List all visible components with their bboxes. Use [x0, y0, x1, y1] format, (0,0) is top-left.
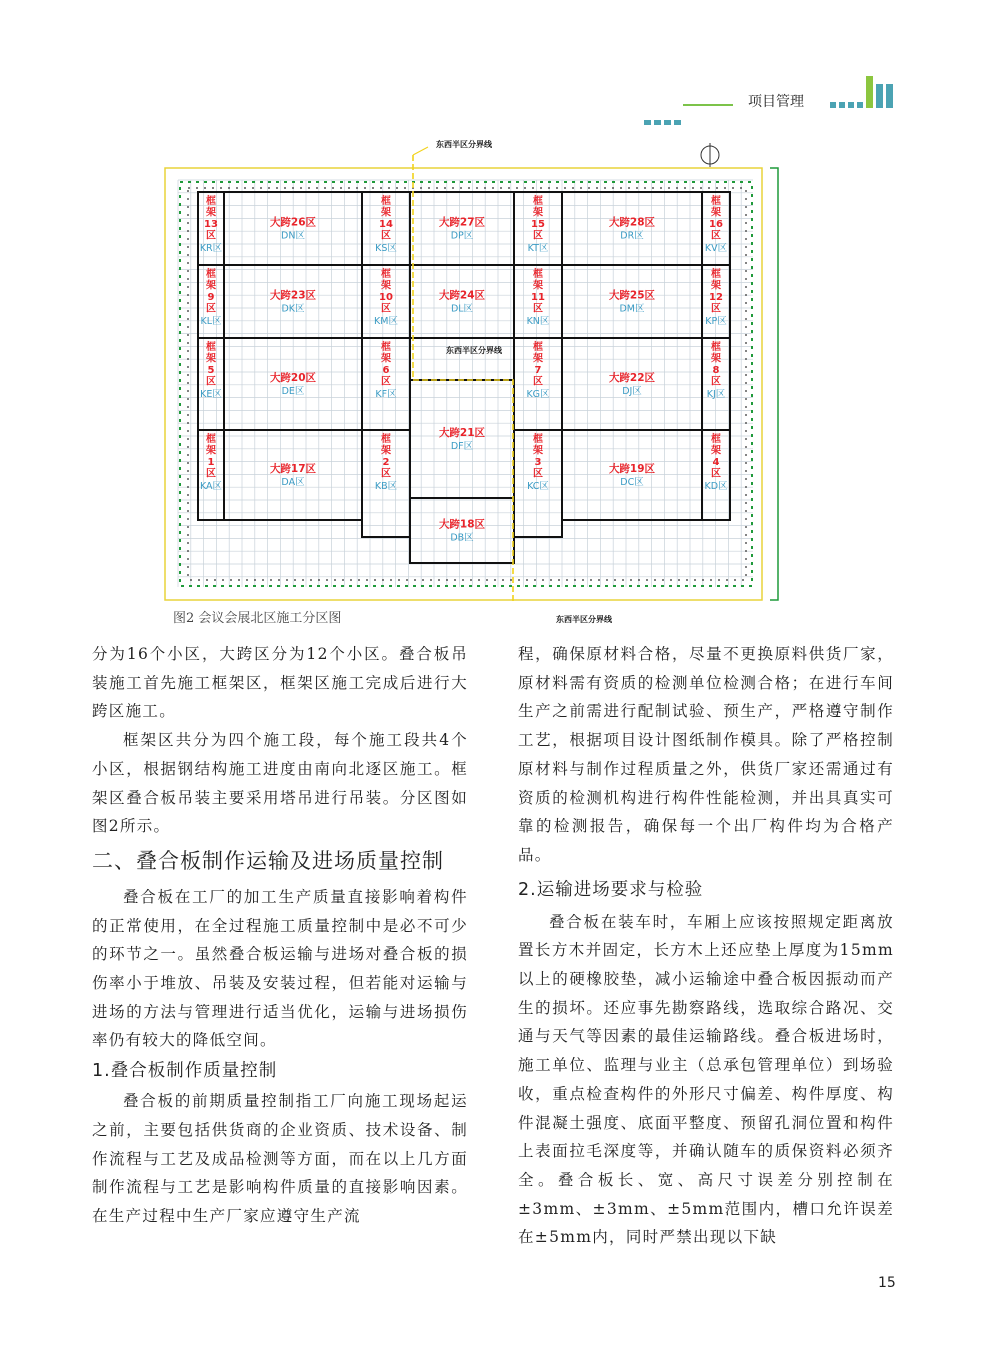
- zone-code: KS区: [375, 243, 397, 254]
- zone-name: 框: [711, 434, 721, 445]
- section-heading: 二、叠合板制作运输及进场质量控制: [92, 848, 444, 873]
- zone-name: 框: [381, 269, 391, 280]
- figure-caption: 图2 会议会展北区施工分区图: [173, 611, 342, 626]
- zone-name: 框: [533, 269, 543, 280]
- zone-name: 架: [381, 280, 391, 292]
- zone-code: DC区: [620, 477, 644, 488]
- zone-code: DF区: [450, 441, 474, 452]
- page-header: [0, 0, 992, 130]
- left-column: [92, 640, 468, 1231]
- header-bars-icon: [830, 72, 900, 110]
- zone-code: KR区: [199, 243, 223, 254]
- zone-code: KF区: [375, 389, 397, 400]
- zone-name: 4: [712, 457, 720, 468]
- section-title: 项目管理: [748, 94, 804, 110]
- page-number: 15: [878, 1275, 896, 1291]
- zone-name: 大跨22区: [608, 372, 656, 384]
- zone-name: 大跨25区: [608, 289, 656, 302]
- zone-name: 10: [379, 292, 393, 303]
- subsection-heading: 2.运输进场要求与检验: [518, 879, 704, 900]
- zone-name: 12: [709, 292, 723, 303]
- zone-box: [562, 430, 702, 520]
- divider-label: 东西半区分界线: [556, 614, 612, 624]
- zone-code: DN区: [281, 230, 305, 242]
- zone-name: 框: [711, 269, 721, 280]
- zone-code: DK区: [281, 303, 305, 315]
- zone-name: 11: [531, 292, 545, 303]
- zone-name: 框: [381, 196, 391, 207]
- zone-code: KP区: [705, 316, 727, 327]
- zone-name: 8: [712, 365, 720, 376]
- zone-code: KE区: [200, 389, 222, 400]
- zone-name: 架: [206, 353, 216, 365]
- zone-code: DJ区: [622, 386, 642, 397]
- zone-name: 架: [381, 353, 391, 365]
- zoning-plan: [158, 135, 798, 630]
- zone-name: 2: [382, 457, 390, 468]
- section-bracket: [770, 168, 778, 600]
- paragraph: 程，确保原材料合格，尽量不更换原料供货厂家，原材料需有资质的检测单位检测合格；在进行车间生产之前需进行配制试验、预生产，严格遵守制作工艺，根据项目设计图纸制作模具。除了严格控制原材料与制作过程质量之外，供货厂家还需通过有资质的检测机构进行构件性能检测，并出具真实可靠的检测报告，确保每一个出厂构件均为合格产品。: [518, 645, 894, 864]
- zone-name: 架: [711, 280, 721, 292]
- zone-name: 框: [206, 342, 216, 353]
- zone-code: DE区: [281, 386, 305, 397]
- zone-name: 框: [711, 196, 721, 207]
- zone-name: 架: [533, 445, 543, 457]
- zone-name: 7: [534, 365, 542, 376]
- zone-name: 区: [206, 230, 216, 242]
- zone-name: 5: [207, 365, 215, 376]
- zone-name: 大跨18区: [438, 518, 486, 531]
- zone-name: 框: [206, 269, 216, 280]
- zone-name: 框: [533, 342, 543, 353]
- zone-name: 架: [533, 280, 543, 292]
- zone-name: 架: [711, 445, 721, 457]
- paragraph: 叠合板在装车时，车厢上应该按照规定距离放置长方木并固定，长方木上还应垫上厚度为15mm以上的硬橡胶垫，减小运输途中叠合板因振动而产生的损坏。还应事先勘察路线，选取综合路况、交通与天气等因素的最佳运输路线。叠合板进场时，施工单位、监理与业主（总承包管理单位）到场验收，重点检查构件的外形尺寸偏差、构件厚度、构件混凝土强度、底面平整度、预留孔洞位置和构件上表面拉毛深度等，并确认随车的质保资料必须齐全。叠合板长、宽、高尺寸误差分别控制在±3mm、±3mm、±5mm范围内，槽口允许误差在±5mm内，同时严禁出现以下缺: [518, 912, 894, 1247]
- zone-name: 区: [711, 303, 721, 315]
- zone-code: DA区: [281, 477, 305, 488]
- zone-box: [562, 192, 702, 265]
- zone-name: 区: [381, 230, 391, 242]
- zone-name: 大跨26区: [269, 216, 317, 229]
- zone-name: 大跨28区: [608, 216, 656, 229]
- zone-name: 3: [534, 457, 542, 468]
- zone-code: KT区: [527, 243, 549, 254]
- zone-code: KG区: [526, 389, 550, 400]
- header-dots: [644, 110, 684, 129]
- zone-code: KD区: [704, 481, 728, 492]
- zone-name: 区: [711, 376, 721, 388]
- paragraph: 框架区共分为四个施工段，每个施工段共4个小区，根据钢结构施工进度由南向北逐区施工。框架区叠合板吊装主要采用塔吊进行吊装。分区图如图2所示。: [92, 731, 468, 836]
- zone-name: 大跨20区: [269, 372, 317, 384]
- zone-name: 架: [381, 207, 391, 219]
- zone-name: 架: [711, 353, 721, 365]
- zoning-figure: [158, 135, 798, 630]
- zone-name: 9: [207, 292, 215, 303]
- zone-name: 架: [533, 353, 543, 365]
- zone-code: KN区: [526, 316, 550, 327]
- zone-name: 框: [533, 434, 543, 445]
- zone-code: KL区: [200, 316, 222, 327]
- zone-name: 架: [206, 445, 216, 457]
- zone-name: 大跨21区: [438, 427, 486, 439]
- zone-name: 区: [206, 303, 216, 315]
- zone-name: 框: [711, 342, 721, 353]
- zone-code: DM区: [619, 303, 645, 315]
- zone-name: 区: [533, 468, 543, 480]
- zone-name: 架: [533, 207, 543, 219]
- zone-code: KM区: [374, 316, 398, 327]
- zone-name: 15: [531, 219, 545, 230]
- zone-name: 架: [206, 280, 216, 292]
- zone-name: 框: [381, 342, 391, 353]
- zone-name: 16: [709, 219, 723, 230]
- zone-name: 区: [206, 468, 216, 480]
- zone-name: 14: [379, 219, 393, 230]
- zone-box: [562, 338, 702, 430]
- zone-box: [562, 265, 702, 338]
- zone-name: 区: [711, 468, 721, 480]
- subsection-heading: 1.叠合板制作质量控制: [92, 1061, 278, 1082]
- zone-name: 区: [206, 376, 216, 388]
- zone-name: 区: [533, 230, 543, 242]
- zone-name: 大跨27区: [438, 216, 486, 229]
- zone-name: 区: [533, 376, 543, 388]
- zone-name: 框: [533, 196, 543, 207]
- zone-name: 大跨23区: [269, 289, 317, 302]
- zone-code: KB区: [374, 481, 398, 492]
- zone-name: 1: [207, 457, 215, 468]
- paragraph: 叠合板的前期质量控制指工厂向施工现场起运之前，主要包括供货商的企业资质、技术设备、制作流程与工艺及成品检测等方面，而在以上几方面制作流程与工艺是影响构件质量的直接影响因素。在生产过程中生产厂家应遵守生产流: [92, 1092, 468, 1225]
- zone-name: 大跨17区: [269, 463, 317, 475]
- divider-label: 东西半区分界线: [436, 139, 492, 149]
- zone-code: DB区: [450, 532, 474, 544]
- zone-name: 框: [381, 434, 391, 445]
- zone-name: 框: [206, 196, 216, 207]
- zone-code: DP区: [450, 230, 474, 242]
- zone-code: KV区: [704, 243, 728, 254]
- header-rule: [683, 104, 733, 106]
- zone-code: KC区: [527, 481, 549, 492]
- zone-code: DL区: [450, 303, 474, 315]
- zone-box: [410, 265, 514, 338]
- zone-name: 架: [381, 445, 391, 457]
- zone-code: KJ区: [706, 389, 726, 400]
- zone-name: 区: [381, 376, 391, 388]
- zone-name: 6: [382, 365, 390, 376]
- paragraph: 叠合板在工厂的加工生产质量直接影响着构件的正常使用，在全过程施工质量控制中是必不可少的环节之一。虽然叠合板运输与进场对叠合板的损伤率小于堆放、吊装及安装过程，但若能对运输与进场的方法与管理进行适当优化，运输与进场损伤率仍有较大的降低空间。: [92, 887, 468, 1050]
- divider-label: 东西半区分界线: [446, 345, 502, 355]
- zone-name: 架: [711, 207, 721, 219]
- zone-name: 区: [711, 230, 721, 242]
- zone-name: 大跨19区: [608, 463, 656, 475]
- zone-box: [410, 192, 514, 265]
- zone-name: 大跨24区: [438, 289, 486, 302]
- zone-name: 框: [206, 434, 216, 445]
- zone-name: 区: [381, 303, 391, 315]
- zone-box: [410, 498, 514, 563]
- right-column: [518, 640, 894, 1252]
- zone-name: 区: [381, 468, 391, 480]
- zone-name: 13: [204, 219, 218, 230]
- paragraph: 分为16个小区，大跨区分为12个小区。叠合板吊装施工首先施工框架区，框架区施工完成后进行大跨区施工。: [92, 645, 468, 721]
- zone-name: 架: [206, 207, 216, 219]
- zone-name: 区: [533, 303, 543, 315]
- zone-code: KA区: [199, 481, 223, 492]
- zone-code: DR区: [620, 230, 644, 242]
